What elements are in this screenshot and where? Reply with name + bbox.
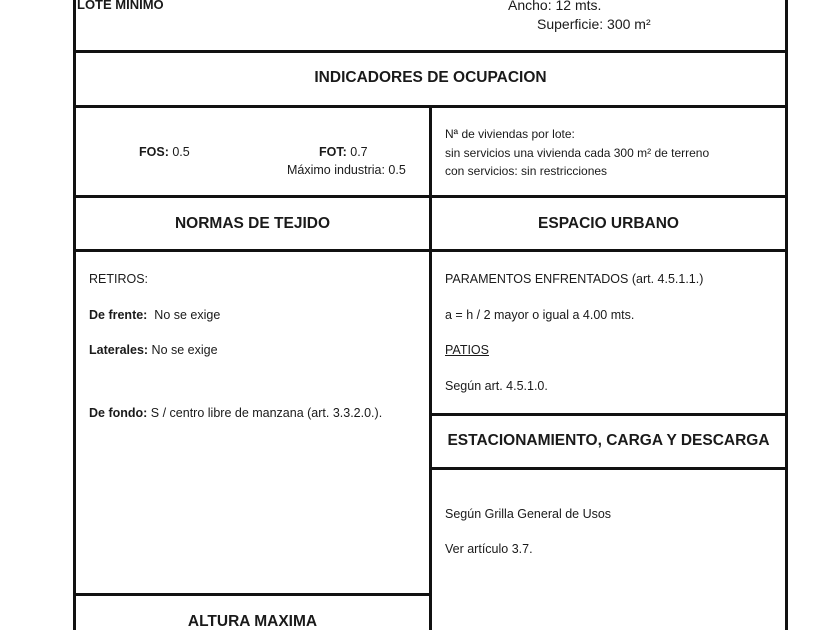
altura-header: ALTURA MAXIMA [187,613,318,630]
fot-indicator [319,146,368,159]
fos-label: FOS: [139,145,169,159]
max-industria: Máximo industria: 0.5 [287,163,406,177]
ocupacion-header: INDICADORES DE OCUPACION [314,69,547,86]
fondo-value: S / centro libre de manzana (art. 3.3.2.0.). [147,406,383,420]
lote-minimo-title: LOTE MINIMO [77,0,164,12]
rule-estac-top [429,413,788,416]
ver-articulo: Ver artículo 3.7. [445,542,533,556]
middle-divider [429,105,432,630]
normas-header: NORMAS DE TEJIDO [174,215,330,232]
fot-label: FOT: [319,145,347,159]
fos-indicator [139,146,190,159]
estacionamiento-header: ESTACIONAMIENTO, CARGA Y DESCARGA [447,432,770,449]
patios-label: PATIOS [445,343,489,357]
rule-1 [73,50,788,53]
viviendas-line-1: Nª de viviendas por lote: [445,127,575,141]
retiro-fondo [89,407,382,420]
frente-value: No se exige [147,308,221,322]
formula-text: a = h / 2 mayor o igual a 4.00 mts. [445,308,635,322]
fos-value: 0.5 [168,145,190,159]
paramentos-text: PARAMENTOS ENFRENTADOS (art. 4.5.1.1.) [445,272,704,286]
frente-label: De frente: [89,308,148,322]
espacio-header: ESPACIO URBANO [538,215,679,232]
retiro-frente [89,309,220,322]
viviendas-line-3: con servicios: sin restricciones [445,164,608,178]
retiro-laterales [89,344,218,357]
retiros-label: RETIROS: [89,272,149,286]
lote-superficie: Superficie: 300 m² [537,16,651,32]
border-left [73,0,76,630]
viviendas-line-2: sin servicios una vivienda cada 300 m² de terreno [445,146,710,160]
rule-altura-top [73,593,432,596]
rule-estac-bottom [429,467,788,470]
grilla-text: Según Grilla General de Usos [445,507,612,521]
fondo-label: De fondo: [89,406,148,420]
fot-value: 0.7 [346,145,368,159]
laterales-value: No se exige [148,343,218,357]
lote-ancho: Ancho: 12 mts. [508,0,602,13]
patios-segun: Según art. 4.5.1.0. [445,379,548,393]
laterales-label: Laterales: [89,343,149,357]
border-right [785,0,788,630]
